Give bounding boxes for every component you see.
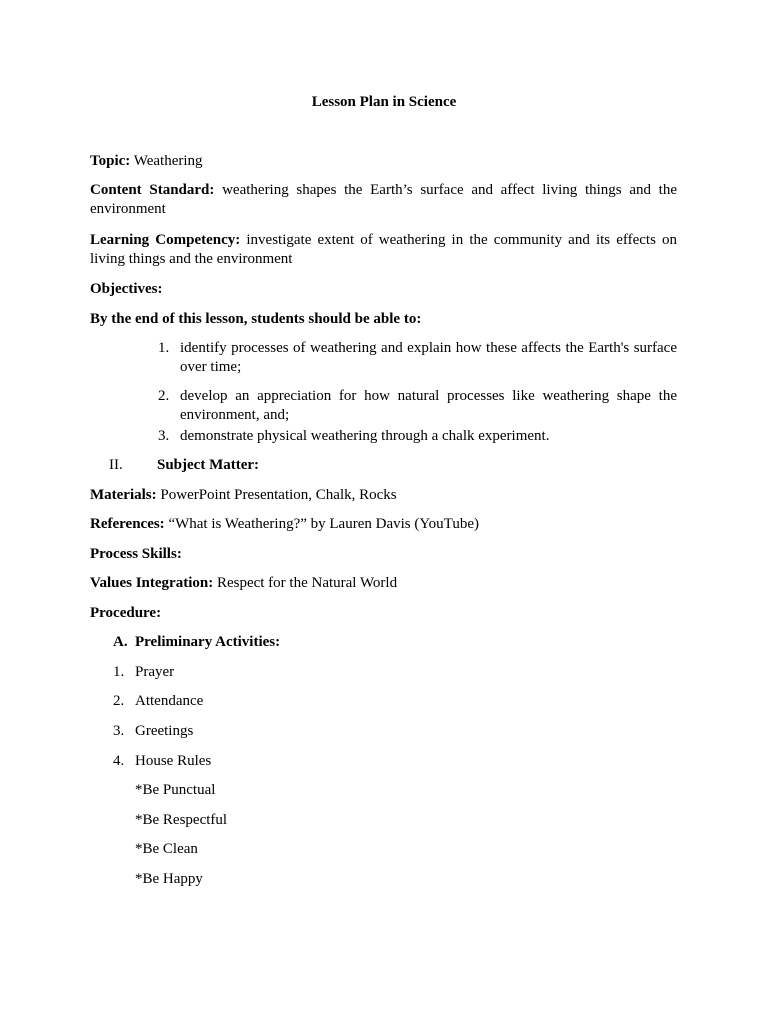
process-skills-label: Process Skills: [90,546,182,562]
objectives-intro: By the end of this lesson, students should be able to: [90,311,422,327]
activity-item: Prayer [135,664,175,680]
content-standard [90,181,677,219]
topic-value: Weathering [133,153,203,169]
learning-competency-label: Learning Competency: [90,232,241,248]
materials-label: Materials: [90,487,157,503]
objective-item: develop an appreciation for how natural processes like weathering shape the environment, and; [180,388,677,423]
activity-item: Greetings [135,723,194,739]
content-standard-value: weathering shapes the Earth’s surface and affect living things and the environment [90,182,678,217]
house-rule: *Be Happy [135,871,203,887]
procedure-heading: Procedure: [90,605,162,621]
references-line [90,515,479,534]
learning-competency-value: investigate extent of weathering in the community and its effects on living things and the environment [90,232,678,267]
document-title: Lesson Plan in Science [311,94,457,110]
content-standard-label: Content Standard: [90,182,215,198]
topic-label: Topic: [90,153,131,169]
objective-item: demonstrate physical weathering through a chalk experiment. [180,428,550,444]
materials-value: PowerPoint Presentation, Chalk, Rocks [160,487,397,503]
activity-number: 1. [113,664,125,680]
section-number: II. [109,457,123,473]
objective-number: 3. [158,428,170,444]
house-rule: *Be Respectful [135,812,228,828]
references-label: References: [90,516,165,532]
preliminary-activities-heading: Preliminary Activities: [135,634,281,650]
values-integration-value: Respect for the Natural World [216,575,398,591]
objective-number: 2. [158,388,170,404]
activity-number: 3. [113,723,125,739]
activity-item: House Rules [135,753,212,769]
learning-competency [90,231,677,269]
activity-item: Attendance [135,693,204,709]
section-letter: A. [113,634,128,650]
house-rule: *Be Punctual [135,782,216,798]
values-integration-label: Values Integration: [90,575,214,591]
topic-line [90,152,203,171]
house-rule: *Be Clean [135,841,198,857]
subject-matter-heading: Subject Matter: [157,457,260,473]
activity-number: 4. [113,753,125,769]
objective-item: identify processes of weathering and explain how these affects the Earth's surface over time; [180,340,677,375]
objectives-heading: Objectives: [90,281,163,297]
materials-line [90,486,397,505]
references-value: “What is Weathering?” by Lauren Davis (YouTube) [168,516,479,532]
activity-number: 2. [113,693,125,709]
values-integration-line [90,574,397,593]
objective-number: 1. [158,340,170,356]
